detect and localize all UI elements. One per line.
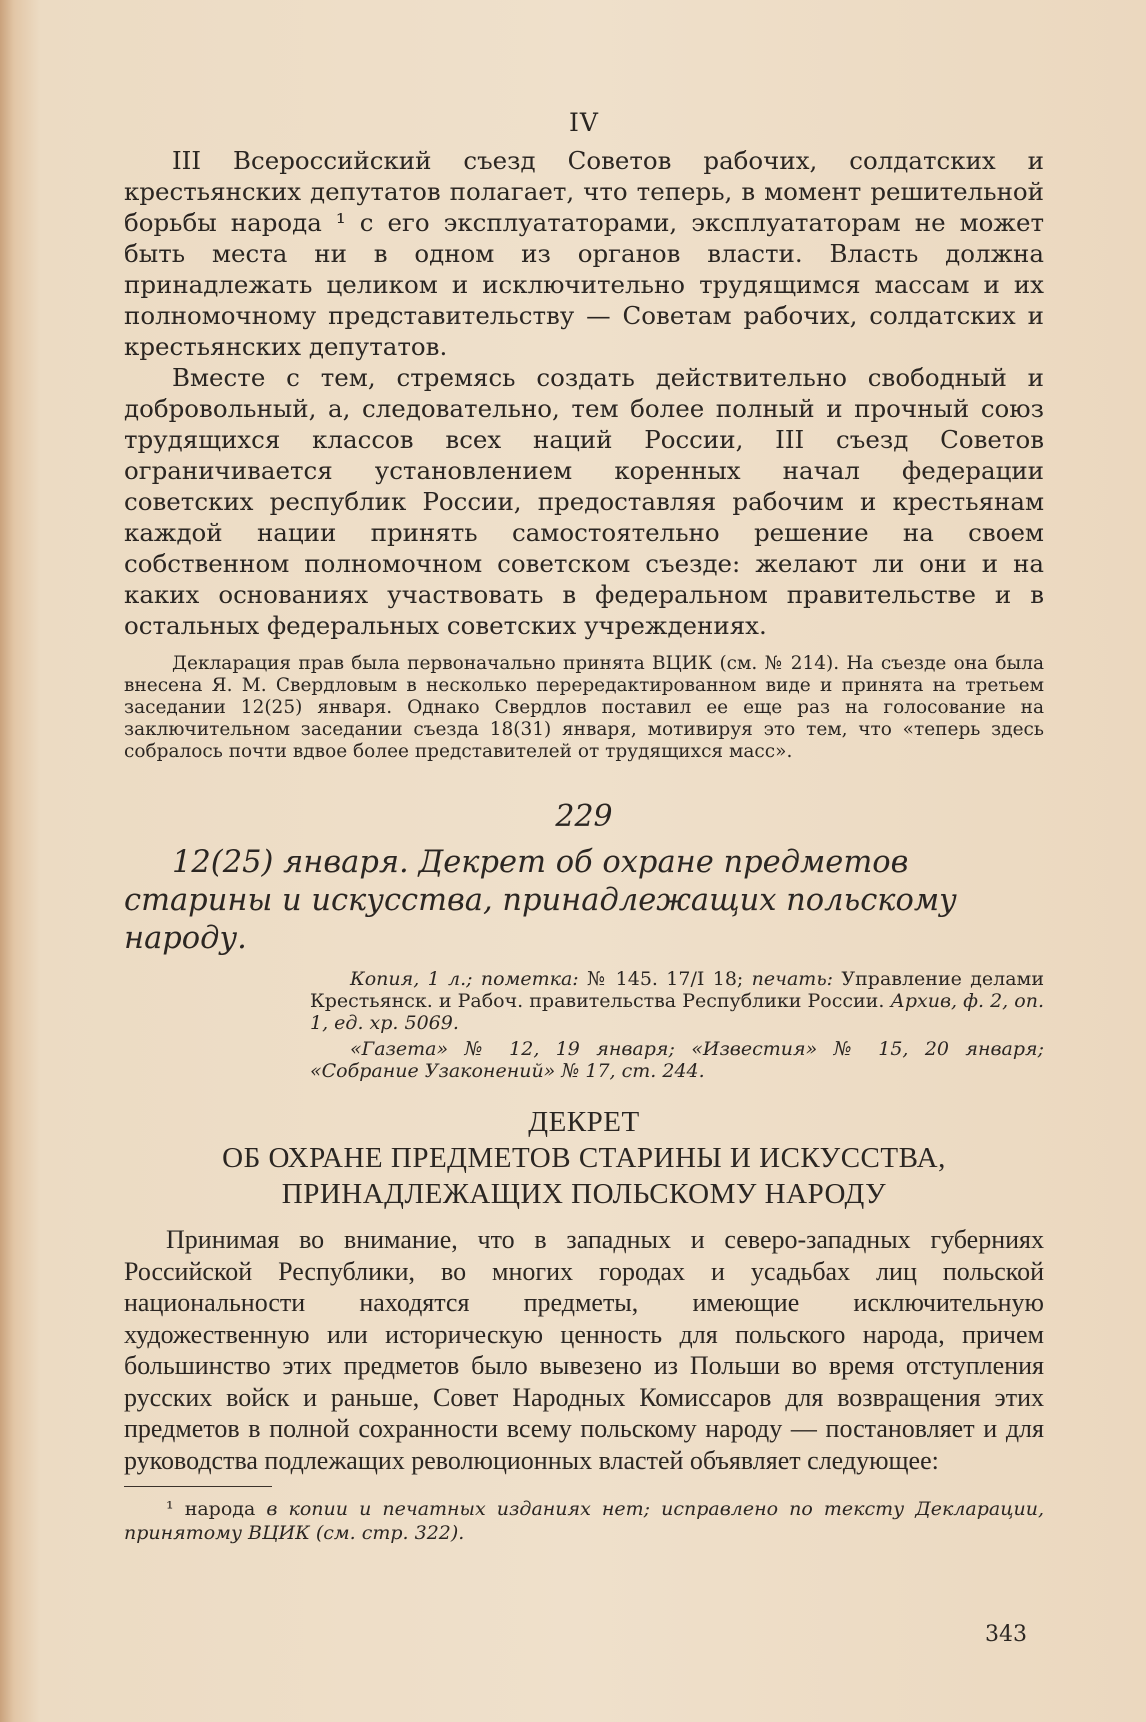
decree-heading-line-3: ПРИНАДЛЕЖАЩИХ ПОЛЬСКОМУ НАРОДУ xyxy=(281,1178,887,1210)
source-archive-line xyxy=(310,968,1044,1034)
section-number: IV xyxy=(569,108,599,137)
footnote-divider xyxy=(124,1486,272,1487)
decree-heading-line-2: ОБ ОХРАНЕ ПРЕДМЕТОВ СТАРИНЫ И ИСКУССТВА, xyxy=(222,1142,946,1174)
source-mark: № 145. 17/I 18; xyxy=(578,968,752,990)
declaration-paragraph-1: III Всероссийский съезд Советов рабочих, солдатских и крестьянских депутатов полагает, что теперь, в момент решительной борьбы народа ¹ с его эксплуататорами, эксплуататорам не может быть места ни в одном из органов власти. Власть должна принадлежать целиком и исключительно трудящимся массам и их полномочному представительству — Советам рабочих, солдатских и крестьянских депутатов. xyxy=(124,146,1044,361)
source-archive: Архив, ф. 2, оп. 1, ед. хр. 5069. xyxy=(310,990,1044,1034)
decree-heading xyxy=(124,1104,1044,1212)
decree-heading-line-1: ДЕКРЕТ xyxy=(528,1106,640,1138)
source-seal-label: печать: xyxy=(751,968,834,990)
footnote xyxy=(124,1497,1044,1545)
footnote-marker: ¹ xyxy=(166,1498,174,1520)
page-number: 343 xyxy=(985,1622,1027,1647)
document-title: 12(25) января. Декрет об охране предметов старины и искусства, принадлежащих польскому народу. xyxy=(124,845,957,956)
declaration-paragraph-2: Вместе с тем, стремясь создать действительно свободный и добровольный, а, следовательно, тем более полный и прочный союз трудящихся классов всех наций России, III съезд Советов ограничивается установлением коренных начал федерации советских республик России, предоставляя рабочим и крестьянам каждой нации принять самостоятельно решение на своем собственном полномочном советском съезде: желают ли они и на каких основаниях участвовать в федеральном правительстве и в остальных федеральных советских учреждениях. xyxy=(124,363,1044,640)
document-number: 229 xyxy=(555,799,613,834)
editorial-note: Декларация прав была первоначально принята ВЦИК (см. № 214). На съезде она была внесена Я. М. Свердловым в несколько перередактированном виде и принята на третьем заседании 12(25) января. Однако Свердлов поставил ее еще раз на голосование на заключительном заседании съезда 18(31) января, мотивируя это тем, что «теперь здесь собралось почти вдвое более представителей от трудящихся масс». xyxy=(124,653,1044,762)
footnote-text: в копии и печатных изданиях нет; исправлено по тексту Декларации, принятому ВЦИК (см. стр. 322). xyxy=(124,1498,1044,1544)
source-references xyxy=(310,968,1044,1082)
source-publications-line: «Газета» № 12, 19 января; «Известия» № 15, 20 января; «Собрание Узаконений» № 17, ст. 244. xyxy=(310,1038,1044,1082)
source-seal-text: Управление делами Крестьянск. и Рабоч. правительства Республики России. xyxy=(310,968,1045,1012)
source-copy-label: Копия, 1 л.; пометка: xyxy=(350,968,579,990)
footnote-word: народа xyxy=(173,1498,267,1520)
decree-body: Принимая во внимание, что в западных и северо-западных губерниях Российской Республики, во многих городах и усадьбах лиц польской национальности находятся предметы, имеющие исключительную художественную или историческую ценность для польского народа, причем большинство этих предметов было вывезено из Польши во время отступления русских войск и раньше, Совет Народных Комиссаров для возвращения этих предметов в полной сохранности всему польскому народу — постановляет и для руководства подлежащих революционных властей объявляет следующее: xyxy=(124,1225,1044,1475)
text-column xyxy=(124,108,1044,1545)
